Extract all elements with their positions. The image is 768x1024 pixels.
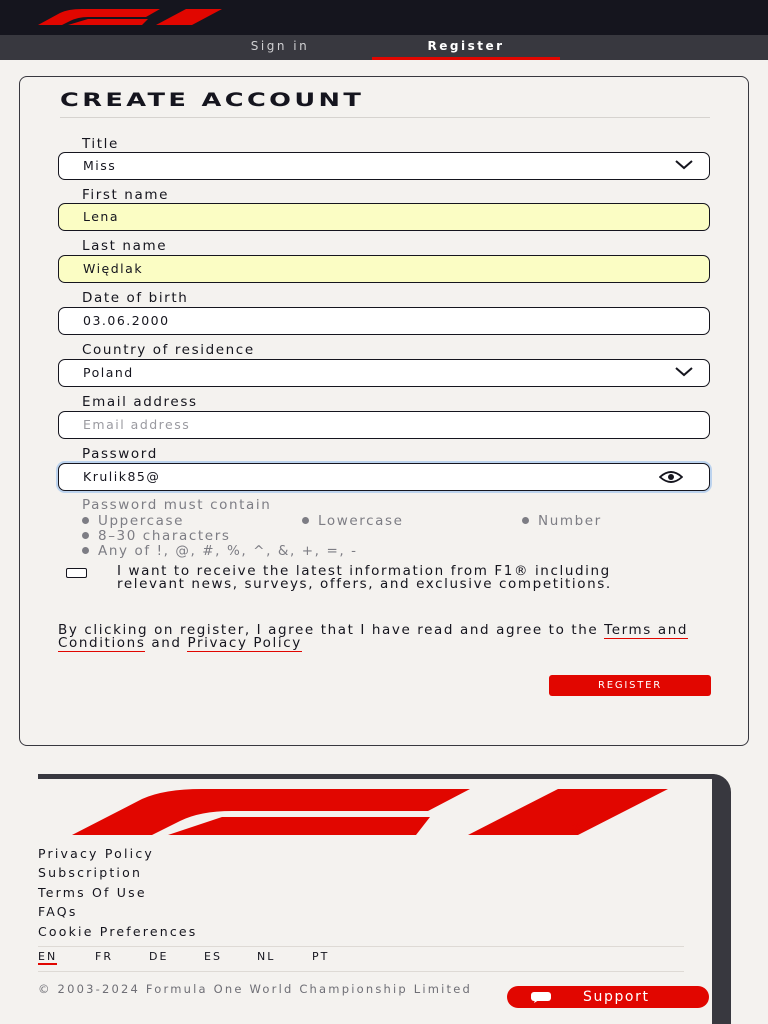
password-rule: Any of !, @, #, %, ^, &, +, =, - <box>82 543 358 559</box>
footer-link-cookie-preferences[interactable]: Cookie Preferences <box>38 924 198 939</box>
eye-icon[interactable] <box>659 470 683 484</box>
email-input[interactable] <box>58 411 710 439</box>
register-button[interactable]: REGISTER <box>549 675 711 696</box>
f1-logo-icon[interactable] <box>38 9 222 25</box>
first-name-input[interactable] <box>58 203 710 231</box>
country-select[interactable] <box>58 359 710 387</box>
marketing-consent-text: I want to receive the latest information from F1® including relevant news, surveys, offers, and exclusive competitions. <box>117 563 612 592</box>
title-label: Title <box>82 136 119 152</box>
dob-input[interactable] <box>58 307 710 335</box>
password-rule: 8–30 characters <box>82 528 231 544</box>
password-rule: Number <box>522 513 602 529</box>
registered-mark: ® <box>570 821 582 835</box>
dob-value: 03.06.2000 <box>83 313 170 328</box>
page-title: CREATE ACCOUNT <box>60 89 365 111</box>
password-value: Krulik85@ <box>83 469 161 484</box>
copyright: © 2003-2024 Formula One World Championship Limited <box>38 982 473 996</box>
country-label: Country of residence <box>82 342 255 358</box>
first-name-value: Lena <box>83 209 120 224</box>
tab-register[interactable]: Register <box>372 35 560 60</box>
language-fr[interactable]: FR <box>95 950 113 963</box>
password-rule: Uppercase <box>82 513 184 529</box>
agreement-text: By clicking on register, I agree that I have read and agree to the Terms and Conditions and Privacy Policy <box>58 622 689 651</box>
email-label: Email address <box>82 394 198 410</box>
support-label: Support <box>583 989 650 1005</box>
divider <box>60 117 710 118</box>
footer-link-subscription[interactable]: Subscription <box>38 865 143 880</box>
marketing-consent-checkbox[interactable] <box>66 568 87 578</box>
footer-link-faqs[interactable]: FAQs <box>38 904 78 919</box>
last-name-label: Last name <box>82 238 168 254</box>
language-pt[interactable]: PT <box>312 950 330 963</box>
country-value: Poland <box>83 365 134 380</box>
privacy-policy-link[interactable]: Privacy Policy <box>187 635 302 651</box>
language-en[interactable]: EN <box>38 950 58 963</box>
language-es[interactable]: ES <box>204 950 222 963</box>
chat-bubble-icon <box>531 992 551 1003</box>
support-button[interactable] <box>507 986 709 1008</box>
divider <box>38 971 684 972</box>
terms-link[interactable]: Terms and Conditions <box>58 622 689 651</box>
password-rules-intro: Password must contain <box>82 497 272 513</box>
title-select[interactable] <box>58 152 710 180</box>
chevron-down-icon <box>675 367 693 377</box>
top-bar <box>0 0 768 35</box>
auth-tabs <box>0 35 768 60</box>
create-account-card <box>19 76 749 746</box>
tab-sign-in[interactable]: Sign in <box>250 39 310 53</box>
first-name-label: First name <box>82 187 169 203</box>
footer-link-terms-of-use[interactable]: Terms Of Use <box>38 885 147 900</box>
chevron-down-icon <box>675 160 693 170</box>
email-placeholder: Email address <box>83 417 191 432</box>
language-nl[interactable]: NL <box>257 950 276 963</box>
password-label: Password <box>82 446 158 462</box>
dob-label: Date of birth <box>82 290 189 306</box>
password-rule: Lowercase <box>302 513 404 529</box>
title-value: Miss <box>83 158 117 173</box>
language-de[interactable]: DE <box>149 950 169 963</box>
last-name-value: Więdlak <box>83 261 144 276</box>
divider <box>38 946 684 947</box>
last-name-input[interactable] <box>58 255 710 283</box>
footer-link-privacy-policy[interactable]: Privacy Policy <box>38 846 154 861</box>
password-input[interactable] <box>58 463 710 491</box>
